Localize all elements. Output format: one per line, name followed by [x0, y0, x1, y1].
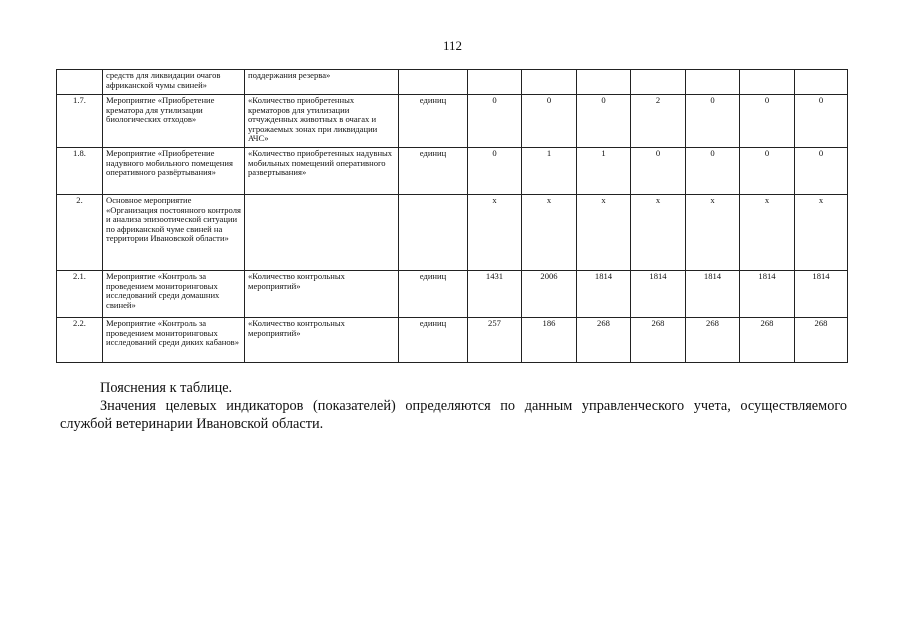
unit-cell: единиц [399, 271, 468, 318]
activity-cell: Мероприятие «Контроль за проведением мониторинговых исследований среди диких кабанов» [103, 318, 245, 363]
value-cell: 0 [468, 95, 522, 148]
value-cell [522, 70, 577, 95]
value-cell: 1814 [631, 271, 686, 318]
value-cell: 268 [740, 318, 795, 363]
value-cell: 0 [631, 148, 686, 195]
table-row [57, 318, 848, 363]
value-cell: 268 [686, 318, 740, 363]
value-cell: 0 [686, 148, 740, 195]
value-cell: 1 [577, 148, 631, 195]
value-cell [686, 70, 740, 95]
value-cell: 268 [795, 318, 848, 363]
value-cell: 1814 [795, 271, 848, 318]
indicator-cell: «Количество контрольных мероприятий» [245, 318, 399, 363]
value-cell: х [522, 195, 577, 271]
table-notes [60, 379, 847, 433]
unit-cell: единиц [399, 318, 468, 363]
indicators-table [56, 69, 848, 363]
row-number-cell: 1.8. [57, 148, 103, 195]
value-cell: 0 [686, 95, 740, 148]
page-number: 112 [442, 38, 463, 53]
value-cell: 1 [522, 148, 577, 195]
row-number-cell: 2.1. [57, 271, 103, 318]
notes-body: Значения целевых индикаторов (показателей) определяются по данным управленческого учета, осуществляемого службой ветеринарии Ивановской области. [60, 398, 847, 432]
value-cell: 1431 [468, 271, 522, 318]
value-cell [795, 70, 848, 95]
value-cell [577, 70, 631, 95]
table-row [57, 271, 848, 318]
value-cell: 268 [631, 318, 686, 363]
unit-cell: единиц [399, 148, 468, 195]
indicator-cell [245, 195, 399, 271]
indicator-cell: «Количество приобретенных надувных мобильных помещений оперативного развертывания» [245, 148, 399, 195]
row-number-cell: 1.7. [57, 95, 103, 148]
value-cell: 2006 [522, 271, 577, 318]
value-cell: х [686, 195, 740, 271]
row-number-cell: 2. [57, 195, 103, 271]
unit-cell [399, 195, 468, 271]
value-cell: х [577, 195, 631, 271]
activity-cell: Основное мероприятие «Организация постоянного контроля и анализа эпизоотической ситуации по африканской чуме свиней на территории Ивановской области» [103, 195, 245, 271]
value-cell: 186 [522, 318, 577, 363]
value-cell: 0 [795, 148, 848, 195]
activity-cell: Мероприятие «Контроль за проведением мониторинговых исследований среди домашних свиней» [103, 271, 245, 318]
value-cell: 0 [740, 148, 795, 195]
value-cell: х [740, 195, 795, 271]
activity-cell: Мероприятие «Приобретение крематора для утилизации биологических отходов» [103, 95, 245, 148]
indicator-cell: поддержания резерва» [245, 70, 399, 95]
value-cell: 257 [468, 318, 522, 363]
value-cell: х [795, 195, 848, 271]
value-cell: 2 [631, 95, 686, 148]
value-cell: 0 [468, 148, 522, 195]
value-cell [468, 70, 522, 95]
unit-cell: единиц [399, 95, 468, 148]
value-cell: 1814 [740, 271, 795, 318]
unit-cell [399, 70, 468, 95]
value-cell: х [468, 195, 522, 271]
value-cell: 1814 [686, 271, 740, 318]
table-row [57, 195, 848, 271]
value-cell: 0 [740, 95, 795, 148]
activity-cell: Мероприятие «Приобретение надувного мобильного помещения оперативного развёртывания» [103, 148, 245, 195]
table-row [57, 95, 848, 148]
indicator-cell: «Количество приобретенных крематоров для утилизации отчужденных животных в очагах и угрожаемых зонах при ликвидации АЧС» [245, 95, 399, 148]
value-cell: 0 [577, 95, 631, 148]
indicator-cell: «Количество контрольных мероприятий» [245, 271, 399, 318]
value-cell [631, 70, 686, 95]
value-cell [740, 70, 795, 95]
row-number-cell [57, 70, 103, 95]
value-cell: 268 [577, 318, 631, 363]
row-number-cell: 2.2. [57, 318, 103, 363]
value-cell: 0 [795, 95, 848, 148]
value-cell: 0 [522, 95, 577, 148]
value-cell: х [631, 195, 686, 271]
table-row [57, 70, 848, 95]
value-cell: 1814 [577, 271, 631, 318]
notes-title: Пояснения к таблице. [100, 380, 233, 396]
table-row [57, 148, 848, 195]
activity-cell: средств для ликвидации очагов африканской чумы свиней» [103, 70, 245, 95]
